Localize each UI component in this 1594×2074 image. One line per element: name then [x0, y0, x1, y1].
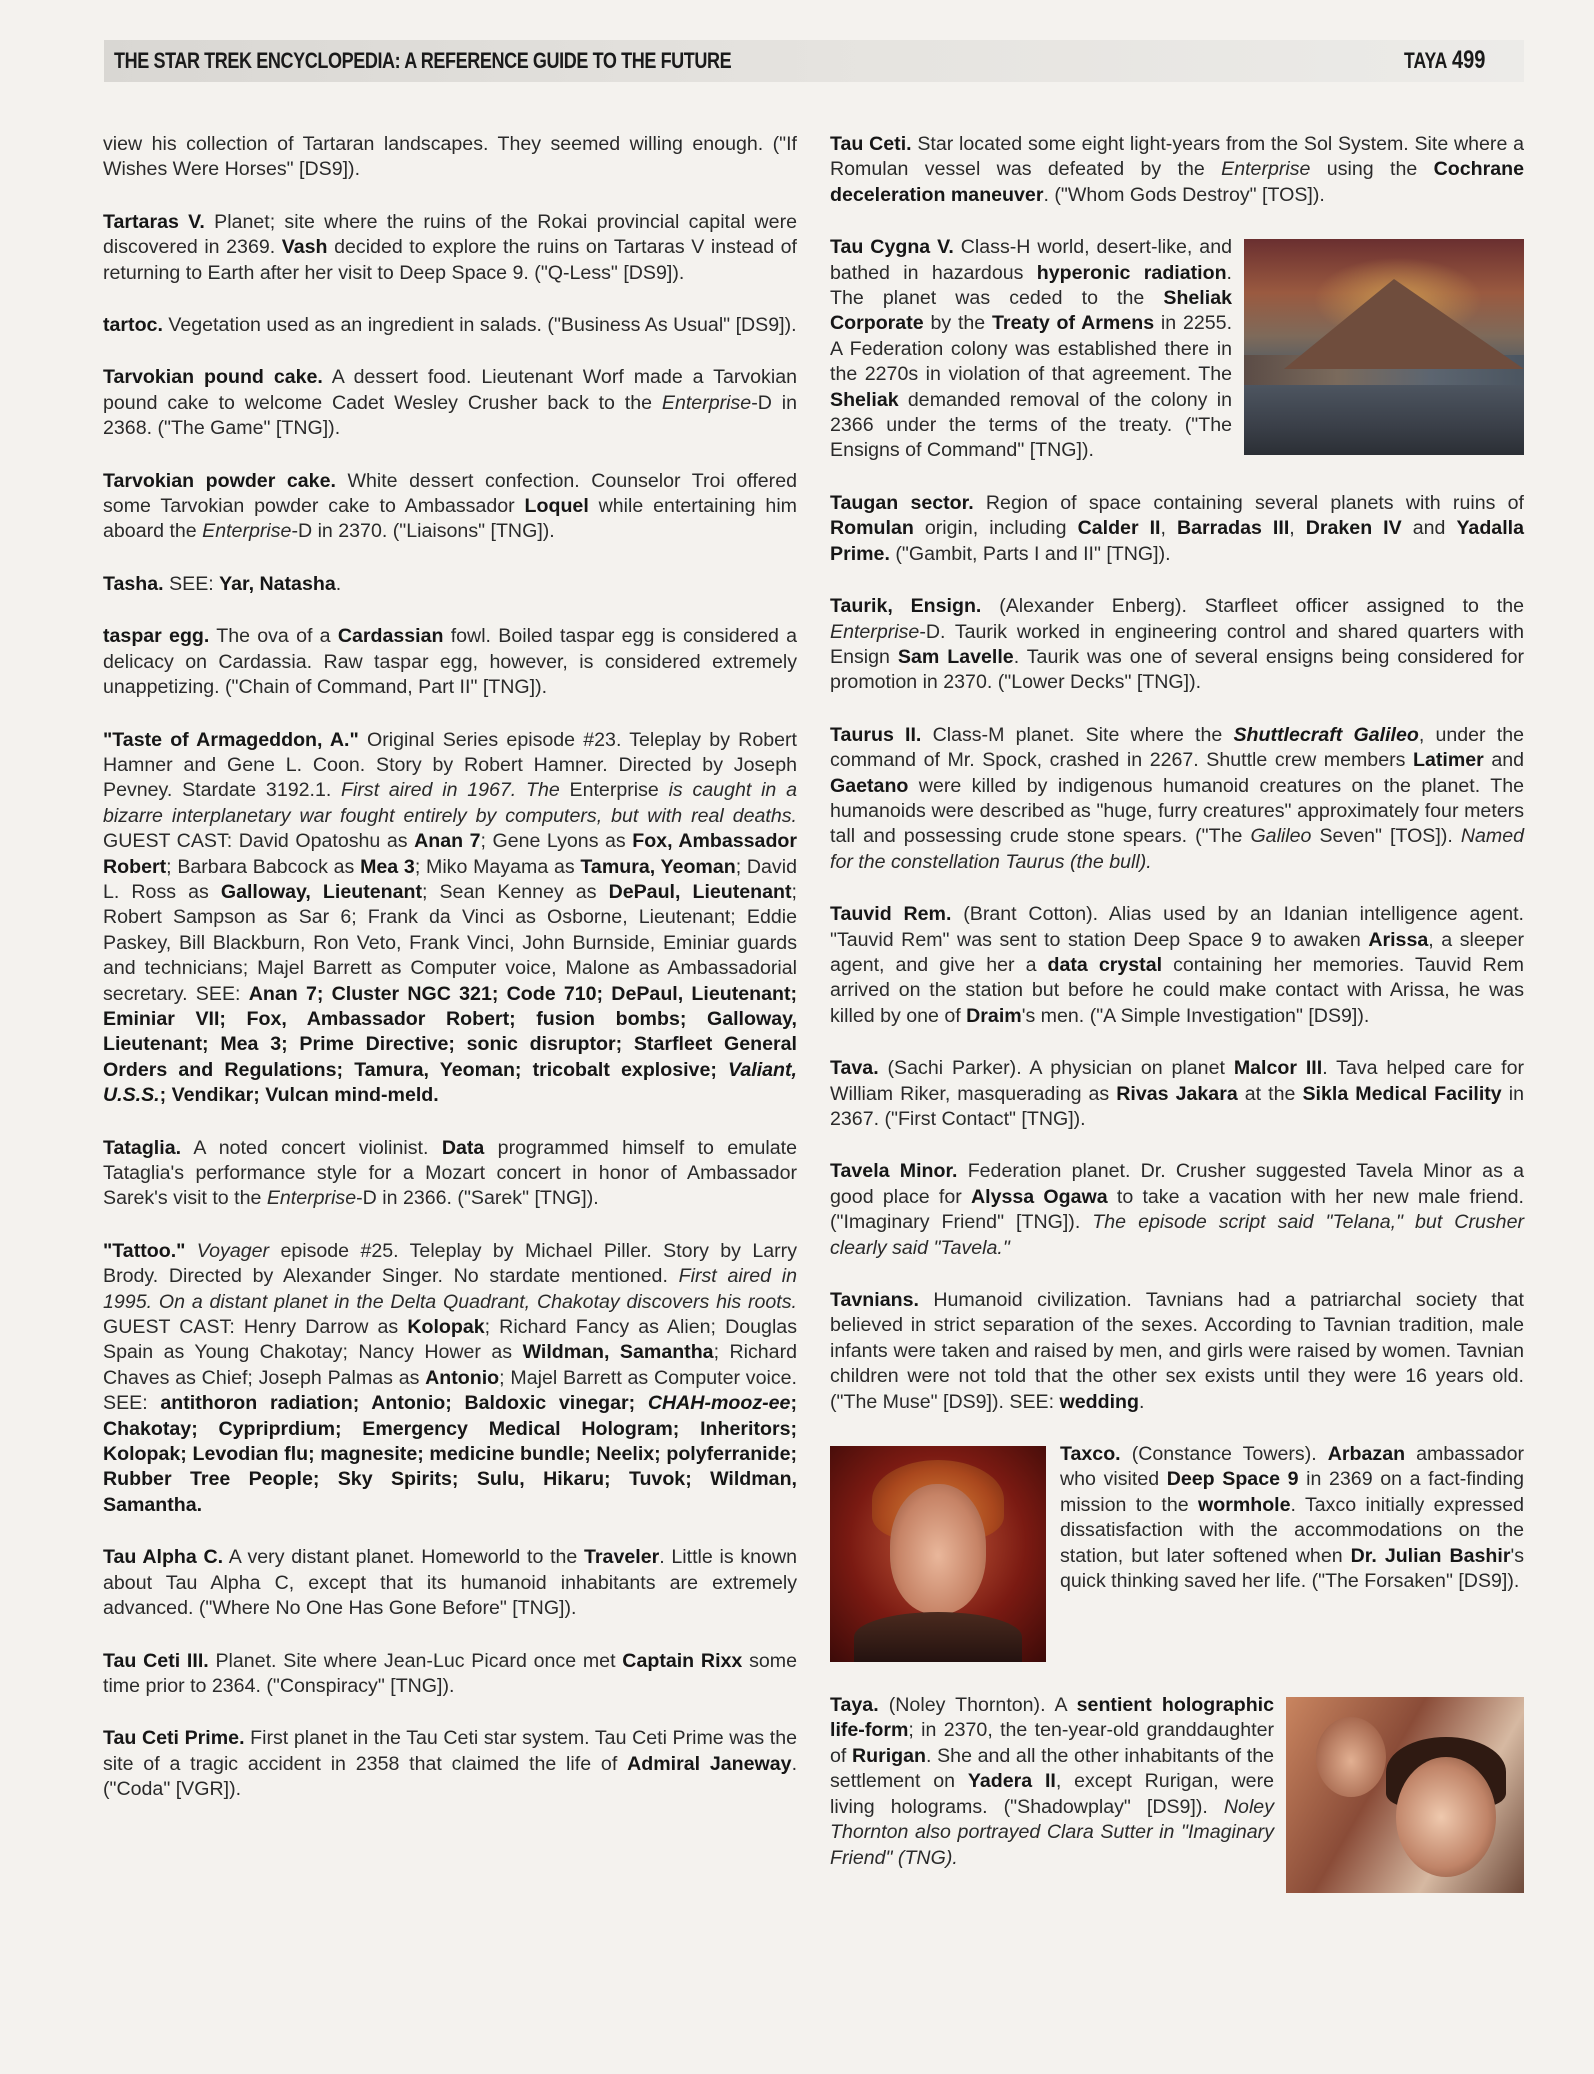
running-header — [104, 40, 1524, 82]
entry-tasha: Tasha. SEE: Yar, Natasha. — [103, 572, 342, 595]
taya-photo-image — [1286, 1697, 1524, 1893]
entry-tarvokian-powder-cake: Tarvokian powder cake. White dessert confection. Counselor Troi offered some Tarvokian powder cake to Ambassador Loquel while entertaining him aboard the Enterprise-D in 2370. ("Liaisons" [TNG]). — [103, 469, 798, 543]
planet-landscape-image — [1244, 239, 1524, 455]
entry-tauvid-rem: Tauvid Rem. (Brant Cotton). Alias used by an Idanian intelligence agent. "Tauvid Rem" was sent to station Deep Space 9 to awaken Arissa, a sleeper agent, and give her a data crystal containing her memories. Tauvid Rem arrived on the station but before he could make contact with Arissa, he was killed by one of Draim's men. ("A Simple Investigation" [DS9]). — [830, 903, 1524, 1027]
entry-tau-ceti-prime: Tau Ceti Prime. First planet in the Tau Ceti star system. Tau Ceti Prime was the site of a tragic accident in 2358 that claimed the life of Admiral Janeway. ("Coda" [VGR]). — [103, 1727, 798, 1801]
entry-taya: Taya. (Noley Thornton). A sentient holographic life-form; in 2370, the ten-year-old granddaughter of Rurigan. She and all the other inhabitants of the settlement on Yadera II, except Rurigan, were living holograms. ("Shadowplay" [DS9]). Noley Thornton also portrayed Clara Sutter in "Imaginary Friend" (TNG). — [830, 1693, 1524, 1897]
entry-tau-cygna-v: Tau Cygna V. Class-H world, desert-like, and bathed in hazardous hyperonic radiation. The planet was ceded to the Sheliak Corporate by the Treaty of Armens in 2255. A Federation colony was established there in the 2270s in violation of that agreement. The Sheliak demanded removal of the colony in 2366 under the terms of the treaty. ("The Ensigns of Command" [TNG]). — [830, 235, 1524, 464]
taxco-portrait-image — [830, 1446, 1046, 1662]
book-title: THE STAR TREK ENCYCLOPEDIA: A REFERENCE GUIDE TO THE FUTURE — [114, 48, 732, 73]
entry-tau-ceti: Tau Ceti. Star located some eight light-years from the Sol System. Site where a Romulan vessel was defeated by the Enterprise using the Cochrane deceleration maneuver. ("Whom Gods Destroy" [TOS]). — [830, 133, 1524, 206]
entry-tau-ceti-iii: Tau Ceti III. Planet. Site where Jean-Luc Picard once met Captain Rixx some time prior to 2364. ("Conspiracy" [TNG]). — [103, 1649, 797, 1697]
entry-taste-of-armageddon: "Taste of Armageddon, A." Original Series episode #23. Teleplay by Robert Hamner and Gene L. Coon. Story by Robert Hamner. Directed by Joseph Pevney. Stardate 3192.1. First aired in 1967. The Enterprise is caught in a bizarre interplanetary war fought entirely by computers, but with real deaths. GUEST CAST: David Opatoshu as Anan 7; Gene Lyons as Fox, Ambassador Robert; Barbara Babcock as Mea 3; Miko Mayama as Tamura, Yeoman; David L. Ross as Galloway, Lieutenant; Sean Kenney as DePaul, Lieutenant; Robert Sampson as Sar 6; Frank da Vinci as Osborne, Lieutenant; Eddie Paskey, Bill Blackburn, Ron Veto, Frank Vinci, John Burnside, Eminiar guards and technicians; Majel Barrett as Computer voice, Malone as Ambassadorial secretary. SEE: Anan 7; Cluster NGC 321; Code 710; DePaul, Lieutenant; Eminiar VII; Fox, Ambassador Robert; fusion bombs; Galloway, Lieutenant; Mea 3; Prime Directive; sonic disruptor; Starfleet General Orders and Regulations; Tamura, Yeoman; tricobalt explosive; Valiant, U.S.S.; Vendikar; Vulcan mind-meld. — [103, 728, 798, 1107]
entry-continued: view his collection of Tartaran landscapes. They seemed willing enough. ("If Wishes Were Horses" [DS9]). — [103, 133, 797, 181]
entry-taxco: Taxco. (Constance Towers). Arbazan ambassador who visited Deep Space 9 in 2369 on a fact-finding mission to the wormhole. Taxco initially expressed dissatisfaction with the accommodations on the station, but later softened when Dr. Julian Bashir's quick thinking saved her life. ("The Forsaken" [DS9]). — [830, 1442, 1524, 1666]
right-column — [830, 132, 1524, 1924]
entry-taugan-sector: Taugan sector. Region of space containing several planets with ruins of Romulan origin, including Calder II, Barradas III, Draken IV and Yadalla Prime. ("Gambit, Parts I and II" [TNG]). — [830, 491, 1524, 565]
entry-tava: Tava. (Sachi Parker). A physician on planet Malcor III. Tava helped care for William Riker, masquerading as Rivas Jakara at the Sikla Medical Facility in 2367. ("First Contact" [TNG]). — [830, 1057, 1525, 1130]
entry-taurus-ii: Taurus II. Class-M planet. Site where the Shuttlecraft Galileo, under the command of Mr. Spock, crashed in 2267. Shuttle crew members Latimer and Gaetano were killed by indigenous humanoid creatures on the planet. The humanoids were described as "huge, furry creatures" approximately four meters tall and possessing crude stone spears. ("The Galileo Seven" [TOS]). Named for the constellation Taurus (the bull). — [830, 723, 1525, 873]
entry-tavela-minor: Tavela Minor. Federation planet. Dr. Crusher suggested Tavela Minor as a good place for Alyssa Ogawa to take a vacation with her new male friend. ("Imaginary Friend" [TNG]). The episode script said "Telana," but Crusher clearly said "Tavela." — [830, 1160, 1524, 1259]
entry-taurik: Taurik, Ensign. (Alexander Enberg). Starfleet officer assigned to the Enterprise-D. Taurik worked in engineering control and shared quarters with Ensign Sam Lavelle. Taurik was one of several ensigns being considered for promotion in 2370. ("Lower Decks" [TNG]). — [830, 595, 1525, 694]
entry-taspar-egg: taspar egg. The ova of a Cardassian fowl. Boiled taspar egg is considered a delicacy on Cardassia. Raw taspar egg, however, is considered extremely unappetizing. ("Chain of Command, Part II" [TNG]). — [103, 625, 797, 699]
entry-tau-alpha-c: Tau Alpha C. A very distant planet. Homeworld to the Traveler. Little is known about Tau Alpha C, except that its humanoid inhabitants are extremely advanced. ("Where No One Has Gone Before" [TNG]). — [103, 1546, 798, 1620]
entry-tataglia: Tataglia. A noted concert violinist. Data programmed himself to emulate Tataglia's performance style for a Mozart concert in honor of Ambassador Sarek's visit to the Enterprise-D in 2366. ("Sarek" [TNG]). — [103, 1136, 797, 1210]
guide-word: TAYA — [1404, 48, 1448, 73]
entry-tartoc: tartoc. Vegetation used as an ingredient in salads. ("Business As Usual" [DS9]). — [103, 314, 797, 337]
page-number: 499 — [1452, 46, 1486, 74]
left-column — [103, 132, 797, 1830]
entry-tartaras-v: Tartaras V. Planet; site where the ruins of the Rokai provincial capital were discovered in 2369. Vash decided to explore the ruins on Tartaras V instead of returning to Earth after her visit to Deep Space 9. ("Q-Less" [DS9]). — [103, 210, 797, 284]
entry-tattoo: "Tattoo." Voyager episode #25. Teleplay by Michael Piller. Story by Larry Brody. Directed by Alexander Singer. No stardate mentioned. First aired in 1995. On a distant planet in the Delta Quadrant, Chakotay discovers his roots. GUEST CAST: Henry Darrow as Kolopak; Richard Fancy as Alien; Douglas Spain as Young Chakotay; Nancy Hower as Wildman, Samantha; Richard Chaves as Chief; Joseph Palmas as Antonio; Majel Barrett as Computer voice. SEE: antithoron radiation; Antonio; Baldoxic vinegar; CHAH-mooz-ee; Chakotay; Cypriprdium; Emergency Medical Hologram; Inheritors; Kolopak; Levodian flu; magnesite; medicine bundle; Neelix; polyferranide; Rubber Tree People; Sky Spirits; Sulu, Hikaru; Tuvok; Wildman, Samantha. — [103, 1239, 797, 1516]
entry-tavnians: Tavnians. Humanoid civilization. Tavnians had a patriarchal society that believed in strict separation of the sexes. According to Tavnian tradition, male infants were taken and raised by men, and girls were raised by women. Tavnian children were not told that the other sex exists until they were 16 years old. ("The Muse" [DS9]). SEE: wedding. — [830, 1289, 1524, 1413]
entry-tarvokian-pound-cake: Tarvokian pound cake. A dessert food. Lieutenant Worf made a Tarvokian pound cake to welcome Cadet Wesley Crusher back to the Enterprise-D in 2368. ("The Game" [TNG]). — [103, 366, 797, 440]
